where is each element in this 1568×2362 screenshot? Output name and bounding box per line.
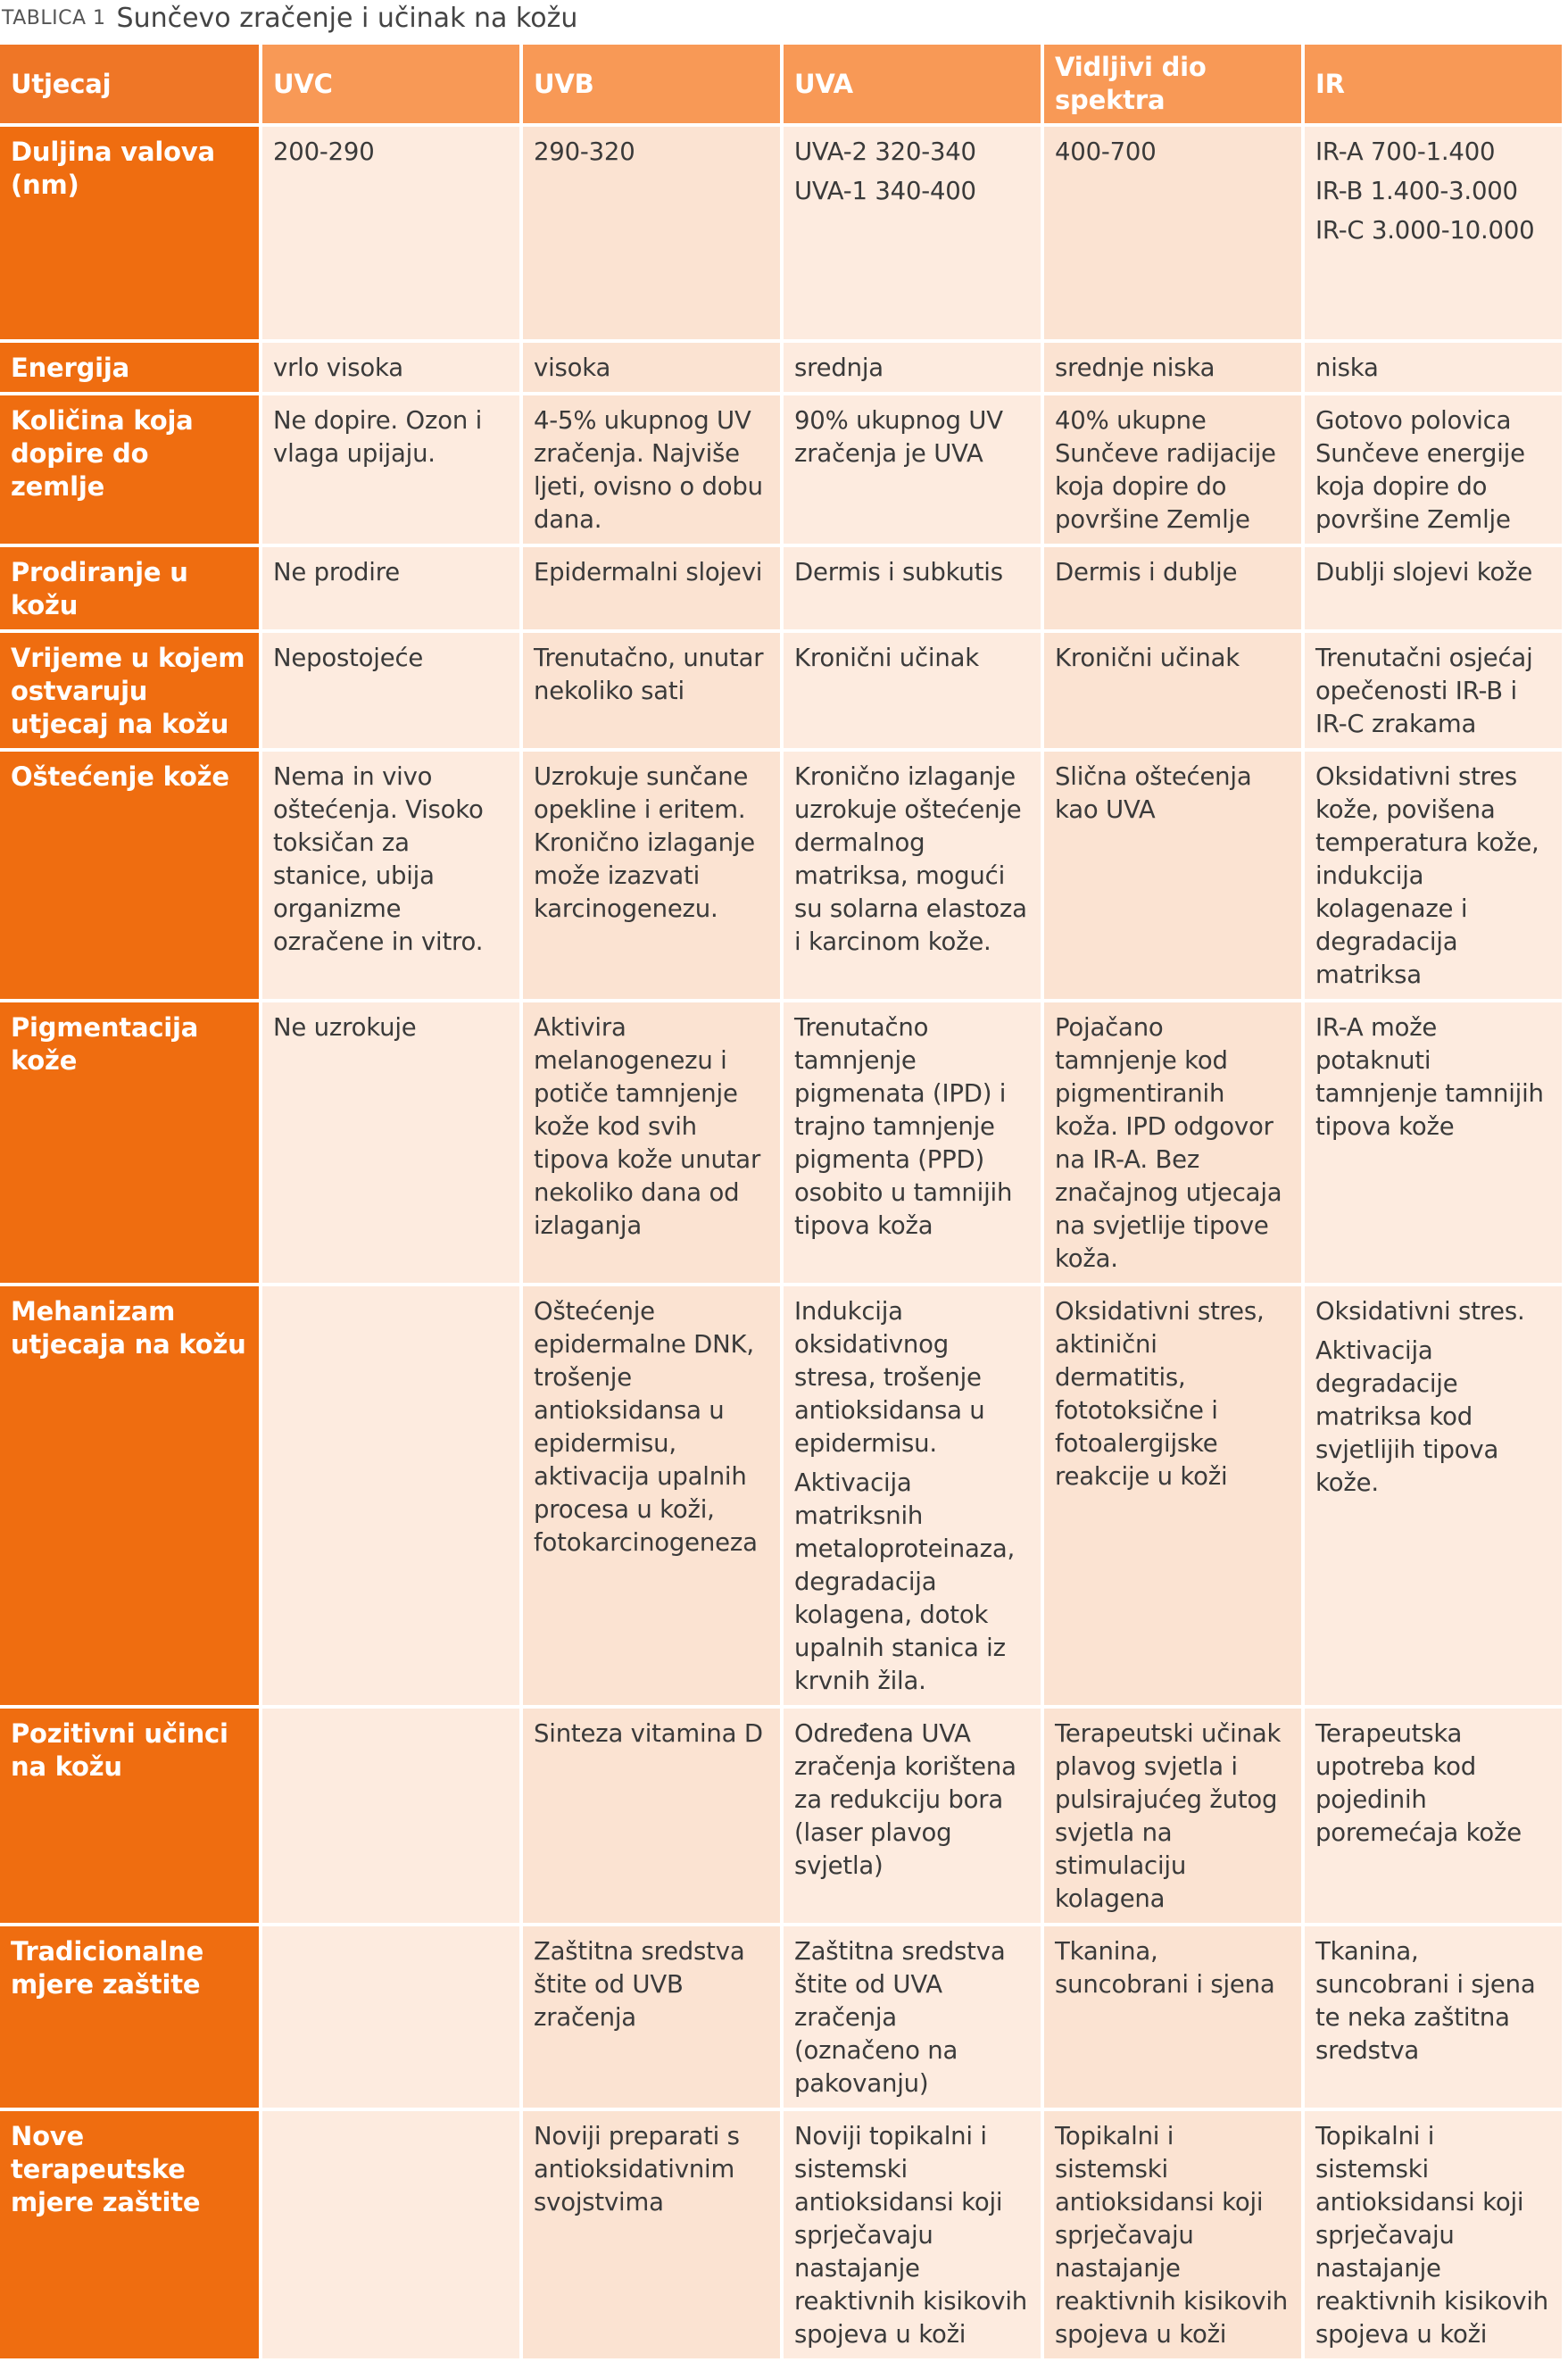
table-cell (523, 547, 780, 629)
table-cell (784, 127, 1041, 339)
row-label: Duljina valova (nm) (0, 127, 259, 339)
row-label: Pigmentacija kože (0, 1002, 259, 1283)
table-row (0, 2111, 1562, 2358)
table-cell (1044, 1709, 1301, 1923)
cell-paragraph: visoka (534, 353, 611, 382)
table-row (0, 395, 1562, 544)
cell-paragraph: srednje niska (1055, 353, 1215, 382)
cell-paragraph: 4-5% ukupnog UV zračenja. Najviše ljeti, ovisno o dobu dana. (534, 406, 763, 534)
table-caption (0, 0, 1568, 36)
table-cell (262, 2111, 519, 2358)
cell-paragraph: Terapeutski učinak plavog svjetla i pulsirajućeg žutog svjetla na stimulaciju kolagena (1055, 1719, 1282, 1913)
table-row (0, 547, 1562, 629)
table-row (0, 343, 1562, 392)
header-cell: Utjecaj (0, 45, 259, 123)
cell-paragraph: Zaštitna sredstva štite od UVA zračenja (označeno na pakovanju) (794, 1937, 1006, 2098)
table-cell (523, 2111, 780, 2358)
cell-paragraph: Aktivira melanogenezu i potiče tamnjenje kože kod svih tipova kože unutar nekoliko dana od izlaganja (534, 1013, 761, 1240)
table-cell (784, 1286, 1041, 1705)
table-cell (262, 127, 519, 339)
table-cell (1305, 752, 1562, 999)
cell-paragraph: IR-A može potaknuti tamnjenje tamnijih tipova kože (1315, 1013, 1544, 1141)
cell-paragraph: Nema in vivo oštećenja. Visoko toksičan za stanice, ubija organizme ozračene in vitro. (273, 762, 484, 956)
table-cell (784, 547, 1041, 629)
table-cell (262, 1926, 519, 2108)
cell-paragraph: IR-B 1.400-3.000 (1315, 177, 1518, 205)
cell-paragraph: Trenutačno tamnjenje pigmenata (IPD) i trajno tamnjenje pigmenta (PPD) osobito u tamnijih tipova koža (794, 1013, 1013, 1240)
table-row (0, 1002, 1562, 1283)
cell-paragraph: Aktivacija degradacije matriksa kod svjetlijih tipova kože. (1315, 1336, 1499, 1497)
table-cell (523, 1286, 780, 1705)
row-label: Energija (0, 343, 259, 392)
cell-paragraph: Epidermalni slojevi (534, 558, 763, 586)
cell-paragraph: niska (1315, 353, 1379, 382)
table-cell (523, 1002, 780, 1283)
header-cell: UVC (262, 45, 519, 123)
table-cell (1044, 127, 1301, 339)
cell-paragraph: Tkanina, suncobrani i sjena (1055, 1937, 1275, 1999)
cell-paragraph: Kronično izlaganje uzrokuje oštećenje dermalnog matriksa, mogući su solarna elastoza i karcinom kože. (794, 762, 1027, 956)
row-label: Vrijeme u kojem ostvaruju utjecaj na kožu (0, 633, 259, 748)
table-cell (784, 343, 1041, 392)
table-row (0, 1286, 1562, 1705)
table-cell (523, 343, 780, 392)
table-cell (1044, 1286, 1301, 1705)
table-cell (262, 1709, 519, 1923)
table-cell (1044, 343, 1301, 392)
cell-paragraph: Uzrokuje sunčane opekline i eritem. Kronično izlaganje može izazvati karcinogenezu. (534, 762, 756, 923)
table-cell (784, 1709, 1041, 1923)
table-cell (262, 752, 519, 999)
table-cell (784, 633, 1041, 748)
header-row (0, 45, 1562, 123)
cell-paragraph: 90% ukupnog UV zračenja je UVA (794, 406, 1003, 468)
cell-paragraph: Trenutačno, unutar nekoliko sati (534, 644, 764, 705)
cell-paragraph: Aktivacija matriksnih metaloproteinaza, degradacija kolagena, dotok upalnih stanica iz krvnih žila. (794, 1468, 1016, 1695)
cell-paragraph: Dublji slojevi kože (1315, 558, 1533, 586)
table-cell (1044, 633, 1301, 748)
table-row (0, 1709, 1562, 1923)
table-cell (262, 547, 519, 629)
cell-paragraph: Terapeutska upotreba kod pojedinih poremećaja kože (1315, 1719, 1522, 1847)
cell-paragraph: Indukcija oksidativnog stresa, trošenje antioksidansa u epidermisu. (794, 1297, 985, 1458)
cell-paragraph: IR-C 3.000-10.000 (1315, 216, 1535, 245)
cell-paragraph: Oksidativni stres. (1315, 1297, 1525, 1326)
cell-paragraph: Ne prodire (273, 558, 400, 586)
row-label: Nove terapeutske mjere zaštite (0, 2111, 259, 2358)
header-cell: UVA (784, 45, 1041, 123)
cell-paragraph: vrlo visoka (273, 353, 403, 382)
header-cell: UVB (523, 45, 780, 123)
cell-paragraph: Oksidativni stres kože, povišena temperatura kože, indukcija kolagenaze i degradacija matriksa (1315, 762, 1539, 989)
cell-paragraph: UVA-1 340-400 (794, 177, 976, 205)
table-cell (262, 395, 519, 544)
table-cell (784, 395, 1041, 544)
table-cell (1044, 395, 1301, 544)
cell-paragraph: Oksidativni stres, aktinični dermatitis, fototoksične i fotoalergijske reakcije u koži (1055, 1297, 1265, 1491)
cell-paragraph: Pojačano tamnjenje kod pigmentiranih koža. IPD odgovor na IR-A. Bez značajnog utjecaja na svjetlije tipove koža. (1055, 1013, 1282, 1273)
table-cell (523, 1926, 780, 2108)
table-row (0, 633, 1562, 748)
table-cell (1044, 2111, 1301, 2358)
cell-paragraph: Kronični učinak (1055, 644, 1240, 672)
table-cell (1044, 1926, 1301, 2108)
cell-paragraph: Tkanina, suncobrani i sjena te neka zaštitna sredstva (1315, 1937, 1536, 2065)
table-cell (1305, 1709, 1562, 1923)
table-cell (1305, 1286, 1562, 1705)
table-cell (262, 1002, 519, 1283)
cell-paragraph: Dermis i dublje (1055, 558, 1238, 586)
cell-paragraph: Određena UVA zračenja korištena za redukciju bora (laser plavog svjetla) (794, 1719, 1016, 1880)
cell-paragraph: Topikalni i sistemski antioksidansi koji sprječavaju nastajanje reaktivnih kisikovih spojeva u koži (1315, 2122, 1548, 2349)
table-cell (523, 395, 780, 544)
cell-paragraph: Dermis i subkutis (794, 558, 1003, 586)
table-cell (1305, 2111, 1562, 2358)
radiation-table (0, 41, 1565, 2362)
table-cell (523, 127, 780, 339)
table-row (0, 1926, 1562, 2108)
cell-paragraph: 200-290 (273, 137, 375, 166)
row-label: Prodiranje u kožu (0, 547, 259, 629)
cell-paragraph: Ne dopire. Ozon i vlaga upijaju. (273, 406, 483, 468)
table-cell (1305, 633, 1562, 748)
cell-paragraph: Nepostojeće (273, 644, 424, 672)
cell-paragraph: UVA-2 320-340 (794, 137, 976, 166)
row-label: Pozitivni učinci na kožu (0, 1709, 259, 1923)
cell-paragraph: Gotovo polovica Sunčeve energije koja dopire do površine Zemlje (1315, 406, 1525, 534)
cell-paragraph: Topikalni i sistemski antioksidansi koji sprječavaju nastajanje reaktivnih kisikovih spojeva u koži (1055, 2122, 1288, 2349)
cell-paragraph: Sinteza vitamina D (534, 1719, 763, 1748)
table-cell (1044, 547, 1301, 629)
table-row (0, 127, 1562, 339)
cell-paragraph: 40% ukupne Sunčeve radijacije koja dopire do površine Zemlje (1055, 406, 1276, 534)
cell-paragraph: Noviji preparati s antioksidativnim svojstvima (534, 2122, 740, 2216)
table-cell (523, 633, 780, 748)
header-cell: Vidljivi dio spektra (1044, 45, 1301, 123)
row-label: Mehanizam utjecaja na kožu (0, 1286, 259, 1705)
cell-paragraph: Noviji topikalni i sistemski antioksidansi koji sprječavaju nastajanje reaktivnih kisikovih spojeva u koži (794, 2122, 1027, 2349)
table-cell (784, 2111, 1041, 2358)
cell-paragraph: srednja (794, 353, 884, 382)
table-cell (262, 633, 519, 748)
table-cell (1305, 127, 1562, 339)
cell-paragraph: Slična oštećenja kao UVA (1055, 762, 1252, 824)
caption-title: Sunčevo zračenje i učinak na kožu (116, 2, 578, 34)
table-cell (1305, 1926, 1562, 2108)
row-label: Tradicionalne mjere zaštite (0, 1926, 259, 2108)
table-cell (1044, 1002, 1301, 1283)
table-row (0, 752, 1562, 999)
table-cell (523, 1709, 780, 1923)
header-cell: IR (1305, 45, 1562, 123)
cell-paragraph: Zaštitna sredstva štite od UVB zračenja (534, 1937, 745, 2032)
table-cell (1305, 547, 1562, 629)
table-cell (1305, 395, 1562, 544)
table-cell (262, 1286, 519, 1705)
table-cell (1305, 1002, 1562, 1283)
table-cell (262, 343, 519, 392)
cell-paragraph: Oštećenje epidermalne DNK, trošenje antioksidansa u epidermisu, aktivacija upalnih procesa u koži, fotokarcinogeneza (534, 1297, 758, 1557)
table-cell (784, 1926, 1041, 2108)
table-cell (523, 752, 780, 999)
table-cell (784, 752, 1041, 999)
row-label: Količina koja dopire do zemlje (0, 395, 259, 544)
table-cell (1305, 343, 1562, 392)
cell-paragraph: 400-700 (1055, 137, 1157, 166)
row-label: Oštećenje kože (0, 752, 259, 999)
table-cell (784, 1002, 1041, 1283)
table-cell (1044, 752, 1301, 999)
cell-paragraph: IR-A 700-1.400 (1315, 137, 1496, 166)
cell-paragraph: 290-320 (534, 137, 635, 166)
cell-paragraph: Kronični učinak (794, 644, 979, 672)
caption-label: TABLICA 1 (2, 6, 106, 29)
cell-paragraph: Trenutačni osjećaj opečenosti IR-B i IR-C zrakama (1315, 644, 1533, 738)
cell-paragraph: Ne uzrokuje (273, 1013, 417, 1042)
